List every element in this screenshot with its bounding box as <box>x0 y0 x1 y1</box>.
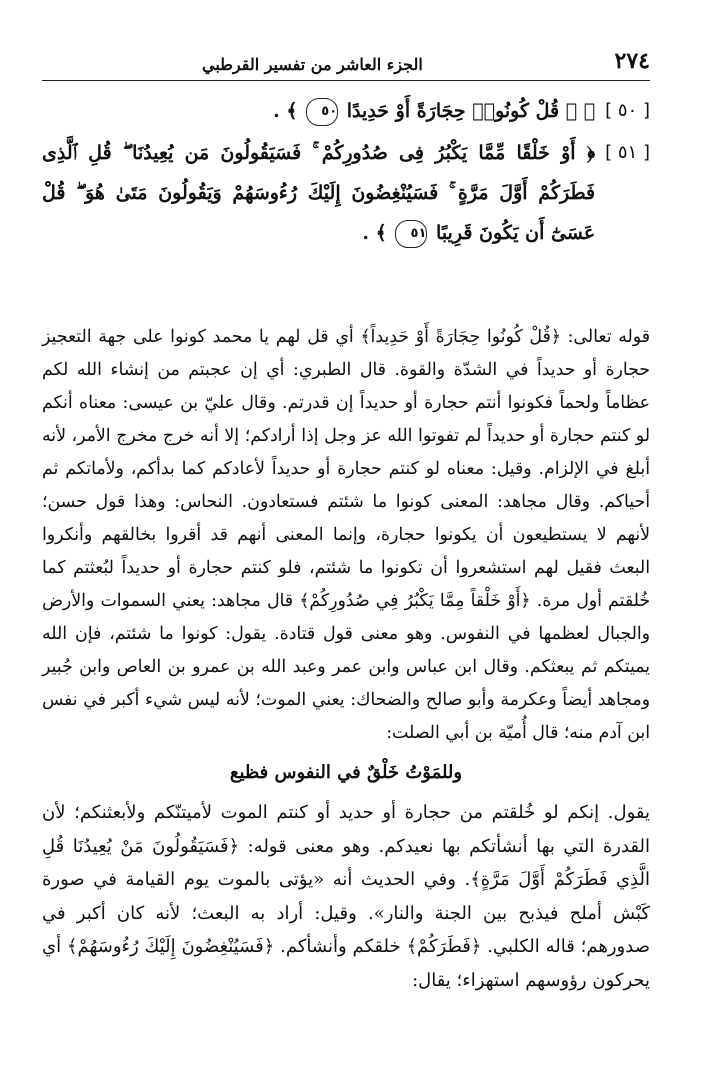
verse-close: ﴾ . <box>273 100 298 122</box>
verse-close: ﴾ . <box>362 222 387 244</box>
verse-body: ﴿ ۞ قُلْ كُونُوا۟ حِجَارَةً أَوْ حَدِيدًا <box>346 100 596 122</box>
verse-number: [ ٥٠ ] <box>605 100 650 121</box>
ayah-end-marker: ٥١ <box>395 220 427 248</box>
page-header <box>42 46 650 81</box>
running-title: الجزء العاشر من تفسير القرطبي <box>202 55 423 74</box>
verse-51 <box>42 133 650 253</box>
verse-text <box>42 133 595 253</box>
commentary-paragraph-1: قوله تعالى: ﴿قُلْ كُونُوا حِجَارَةً أَوْ حَدِيداً﴾ أي قل لهم يا محمد كونوا على جهة التعجيز حجارة أو حديداً في الشدّة والقوة. قال الطبري: أي إن عجبتم من إنشاء الله لكم عظاماً ولحماً فكونوا أنتم حجارة أو حديداً إن قدرتم. وقال عليّ بن عيسى: معناه أنكم لو كنتم حجارة أو حديداً لم تفوتوا الله عز وجل إذا أرادكم؛ إلا أنه خرج مخرج الأمر، لأنه أبلغ في الإلزام. وقيل: معناه لو كنتم حجارة أو حديداً لأعادكم كما بدأكم، ولأماتكم ثم أحياكم. وقال مجاهد: المعنى كونوا ما شئتم فستعادون. النحاس: وهذا قول حسن؛ لأنهم لا يستطيعون أن يكونوا حجارة، وإنما المعنى أنهم قد أقروا بخالقهم وأنكروا البعث فقيل لهم استشعروا أن تكونوا ما شئتم، فلو كنتم حجارة أو حديداً لبُعثتم كما خُلقتم أول مرة. ﴿أَوْ خَلْقاً مِمَّا يَكْبُرُ فِي صُدُورِكُمْ﴾ قال مجاهد: يعني السموات والأرض والجبال لعظمها في النفوس. وهو معنى قول قتادة. يقول: كونوا ما شئتم، فإن الله يميتكم ثم يبعثكم. وقال ابن عباس وابن عمر وعبد الله بن عمرو بن العاص وابن جُبير ومجاهد أيضاً وعكرمة وأبو صالح والضحاك: يعني الموت؛ لأنه ليس شيء أكبر في نفس ابن آدم منه؛ قال أُميّة بن أبي الصلت: <box>42 327 650 743</box>
verse-body: ﴿ أَوْ خَلْقًا مِّمَّا يَكْبُرُ فِى صُدُورِكُمْ ۚ فَسَيَقُولُونَ مَن يُعِيدُنَا ۖ قُلِ ٱلَّذِى فَطَرَكُمْ أَوَّلَ مَرَّةٍ ۚ فَسَيُنْغِضُونَ إِلَيْكَ رُءُوسَهُمْ وَيَقُولُونَ مَتَىٰ هُوَ ۖ قُلْ عَسَىٰٓ أَن يَكُونَ قَرِيبًا <box>42 142 596 244</box>
verse-50 <box>42 91 650 131</box>
page-number: ٢٧٤ <box>614 48 650 74</box>
verse-text <box>42 91 595 131</box>
poem-line: وللمَوْتُ خَلْقٌ في النفوس فظيع <box>229 762 463 783</box>
verse-block <box>42 91 650 321</box>
ayah-end-marker: ٥٠ <box>306 98 338 126</box>
verse-number: [ ٥١ ] <box>605 142 650 163</box>
commentary-paragraph-2: يقول. إنكم لو خُلقتم من حجارة أو حديد أو كنتم الموت لأميتنّكم ولأبعثنكم؛ لأن القدرة التي بها أنشأتكم بها نعيدكم. وهو معنى قوله: ﴿فَسَيَقُولُونَ مَنْ يُعِيدُنَا قُلِ الَّذِي فَطَرَكُمْ أَوَّلَ مَرَّةٍ﴾. وفي الحديث أنه «يؤتى بالموت يوم القيامة في صورة كَبْش أملح فيذبح بين الجنة والنار». وقيل: أراد به البعث؛ لأنه كان أكبر في صدورهم؛ قاله الكلبي. ﴿فَطَرَكُمْ﴾ خلقكم وأنشأكم. ﴿فَسَيُنْغِضُونَ إِلَيْكَ رُءُوسَهُمْ﴾ أي يحركون رؤوسهم استهزاء؛ يقال: <box>42 802 651 991</box>
